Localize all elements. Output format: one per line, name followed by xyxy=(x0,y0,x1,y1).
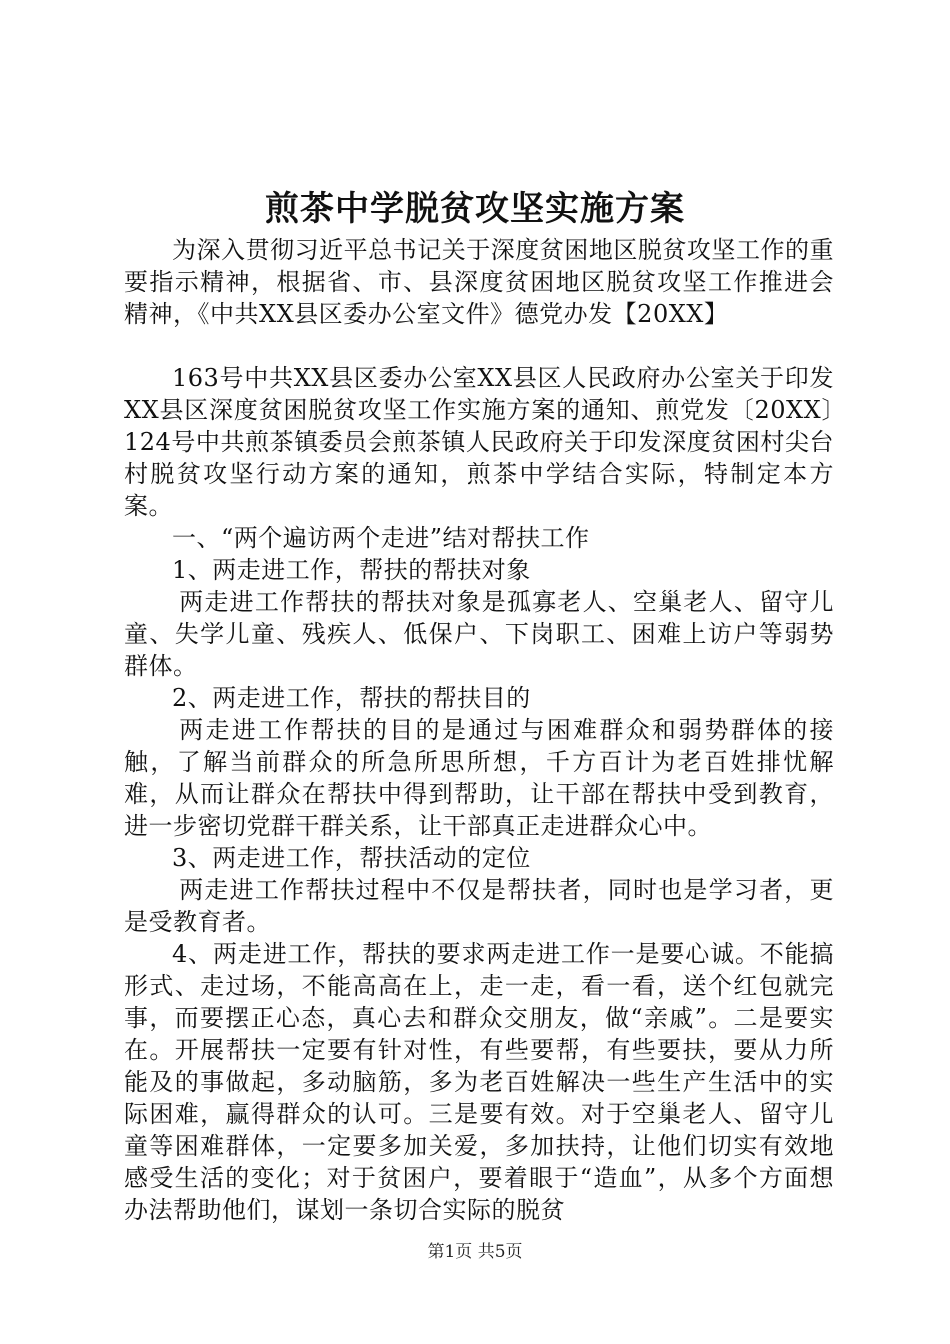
subheading-2: 2、两走进工作，帮扶的帮扶目的 xyxy=(172,684,531,712)
subheading-3: 3、两走进工作，帮扶活动的定位 xyxy=(172,844,531,872)
paragraph-2: 两走进工作帮扶的目的是通过与困难群众和弱势群体的接触，了解当前群众的所急所思所想，千方百计为老百姓排忧解难，从而让群众在帮扶中得到帮助，让干部在帮扶中受到教育，进一步密切党群干群关系，让干部真正走进群众心中。 xyxy=(124,716,834,840)
paragraph-intro: 为深入贯彻习近平总书记关于深度贫困地区脱贫攻坚工作的重要指示精神，根据省、市、县深度贫困地区脱贫攻坚工作推进会精神，《中共XX县区委办公室文件》德党办发【20XX】 xyxy=(124,236,834,328)
subheading-1: 1、两走进工作，帮扶的帮扶对象 xyxy=(172,556,531,584)
page-number: 第1页 共5页 xyxy=(427,1242,523,1262)
paragraph-3: 两走进工作帮扶过程中不仅是帮扶者，同时也是学习者，更是受教育者。 xyxy=(124,876,834,936)
section-heading-1: 一、“两个遍访两个走进”结对帮扶工作 xyxy=(172,524,590,552)
paragraph-1: 两走进工作帮扶的帮扶对象是孤寡老人、空巢老人、留守儿童、失学儿童、残疾人、低保户、下岗职工、困难上访户等弱势群体。 xyxy=(124,588,834,680)
document-title: 煎茶中学脱贫攻坚实施方案 xyxy=(265,189,685,229)
paragraph-references: 163号中共XX县区委办公室XX县区人民政府办公室关于印发XX县区深度贫困脱贫攻坚工作实施方案的通知、煎党发〔20XX〕124号中共煎茶镇委员会煎茶镇人民政府关于印发深度贫困村尖台村脱贫攻坚行动方案的通知，煎茶中学结合实际，特制定本方案。 xyxy=(124,364,834,520)
document-body xyxy=(124,234,834,1226)
paragraph-4: 4、两走进工作，帮扶的要求两走进工作一是要心诚。不能搞形式、走过场，不能高高在上，走一走，看一看，送个红包就完事，而要摆正心态，真心去和群众交朋友，做“亲戚”。二是要实在。开展帮扶一定要有针对性，有些要帮，有些要扶，要从力所能及的事做起，多动脑筋，多为老百姓解决一些生产生活中的实际困难，赢得群众的认可。三是要有效。对于空巢老人、留守儿童等困难群体，一定要多加关爱，多加扶持，让他们切实有效地感受生活的变化；对于贫困户，要着眼于“造血”，从多个方面想办法帮助他们，谋划一条切合实际的脱贫 xyxy=(124,940,834,1224)
